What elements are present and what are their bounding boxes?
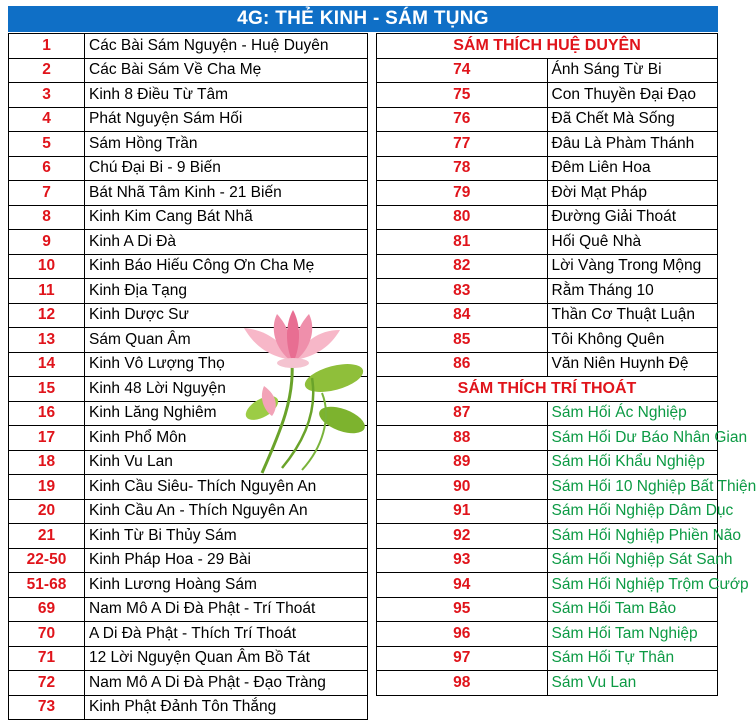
item-number: 77 <box>377 132 548 157</box>
item-number: 92 <box>377 524 548 549</box>
item-number: 19 <box>9 475 85 500</box>
item-number: 12 <box>9 303 85 328</box>
item-title: Rằm Tháng 10 <box>547 279 718 304</box>
item-number: 98 <box>377 671 548 696</box>
item-number: 69 <box>9 597 85 622</box>
item-title: 12 Lời Nguyện Quan Âm Bồ Tát <box>85 646 368 671</box>
item-number: 87 <box>377 401 548 426</box>
lotus-stem <box>282 378 313 468</box>
item-number: 71 <box>9 646 85 671</box>
item-number: 82 <box>377 254 548 279</box>
item-title: Phát Nguyện Sám Hối <box>85 107 368 132</box>
item-number: 97 <box>377 646 548 671</box>
item-title: Sám Hối Khẩu Nghiệp <box>547 450 718 475</box>
item-title: Kinh 48 Lời Nguyện <box>85 377 368 402</box>
table-row <box>377 499 718 524</box>
table-row <box>9 107 368 132</box>
item-title: Đã Chết Mà Sống <box>547 107 718 132</box>
table-row <box>377 426 718 451</box>
table-row <box>377 58 718 83</box>
lotus-bloom-icon <box>244 310 340 368</box>
item-number: 17 <box>9 426 85 451</box>
item-title: Kinh Lăng Nghiêm <box>85 401 368 426</box>
item-title: Tôi Không Quên <box>547 328 718 353</box>
item-number: 75 <box>377 83 548 108</box>
item-number: 72 <box>9 671 85 696</box>
section-title: SÁM THÍCH TRÍ THOÁT <box>377 377 718 402</box>
table-row <box>377 671 718 696</box>
item-number: 85 <box>377 328 548 353</box>
item-title: Kinh 8 Điều Từ Tâm <box>85 83 368 108</box>
item-number: 51-68 <box>9 573 85 598</box>
item-number: 84 <box>377 303 548 328</box>
lotus-leaf-icon <box>302 359 366 398</box>
item-title: Bát Nhã Tâm Kinh - 21 Biến <box>85 181 368 206</box>
table-row <box>9 156 368 181</box>
page-title-text: 4G: THẺ KINH - SÁM TỤNG <box>237 8 489 29</box>
item-number: 83 <box>377 279 548 304</box>
item-number: 1 <box>9 34 85 59</box>
table-row <box>9 646 368 671</box>
table-row <box>9 83 368 108</box>
item-title: Sám Hồng Trần <box>85 132 368 157</box>
item-number: 18 <box>9 450 85 475</box>
item-number: 86 <box>377 352 548 377</box>
item-title: Chú Đại Bi - 9 Biến <box>85 156 368 181</box>
table-row <box>9 524 368 549</box>
item-number: 15 <box>9 377 85 402</box>
table-row <box>9 181 368 206</box>
page-title <box>8 6 718 32</box>
item-number: 16 <box>9 401 85 426</box>
table-row <box>9 279 368 304</box>
item-number: 10 <box>9 254 85 279</box>
item-number: 91 <box>377 499 548 524</box>
item-number: 90 <box>377 475 548 500</box>
lotus-flower-icon <box>222 308 382 478</box>
item-number: 93 <box>377 548 548 573</box>
item-title: Kinh Địa Tạng <box>85 279 368 304</box>
table-row <box>9 597 368 622</box>
item-number: 81 <box>377 230 548 255</box>
item-number: 89 <box>377 450 548 475</box>
table-row <box>377 573 718 598</box>
table-row <box>377 524 718 549</box>
item-number: 70 <box>9 622 85 647</box>
section-header-row <box>377 377 718 402</box>
item-number: 14 <box>9 352 85 377</box>
item-number: 78 <box>377 156 548 181</box>
table-row <box>9 254 368 279</box>
table-row <box>377 597 718 622</box>
item-title: Sám Hối Nghiệp Phiền Não <box>547 524 718 549</box>
item-number: 21 <box>9 524 85 549</box>
item-title: Sám Hối Nghiệp Trộm Cướp <box>547 573 718 598</box>
table-row <box>377 181 718 206</box>
item-number: 73 <box>9 695 85 720</box>
item-number: 4 <box>9 107 85 132</box>
table-row <box>9 622 368 647</box>
table-row <box>377 328 718 353</box>
table-row <box>377 156 718 181</box>
item-number: 95 <box>377 597 548 622</box>
item-title: Sám Vu Lan <box>547 671 718 696</box>
table-row <box>9 475 368 500</box>
table-row <box>9 34 368 59</box>
item-title: Sám Hối Nghiệp Dâm Dục <box>547 499 718 524</box>
item-title: Thần Cơ Thuật Luận <box>547 303 718 328</box>
item-title: A Di Đà Phật - Thích Trí Thoát <box>85 622 368 647</box>
table-row <box>377 352 718 377</box>
item-number: 3 <box>9 83 85 108</box>
item-title: Đâu Là Phàm Thánh <box>547 132 718 157</box>
item-title: Nam Mô A Di Đà Phật - Đạo Tràng <box>85 671 368 696</box>
item-title: Kinh Từ Bi Thủy Sám <box>85 524 368 549</box>
item-number: 5 <box>9 132 85 157</box>
table-row <box>377 450 718 475</box>
item-title: Các Bài Sám Nguyện - Huệ Duyên <box>85 34 368 59</box>
item-title: Sám Hối Ác Nghiệp <box>547 401 718 426</box>
item-title: Đêm Liên Hoa <box>547 156 718 181</box>
table-row <box>377 230 718 255</box>
lotus-stem <box>262 363 292 473</box>
item-number: 74 <box>377 58 548 83</box>
item-title: Sám Hối Tam Bảo <box>547 597 718 622</box>
item-title: Ánh Sáng Từ Bi <box>547 58 718 83</box>
table-row <box>9 499 368 524</box>
item-number: 22-50 <box>9 548 85 573</box>
section-title: SÁM THÍCH HUỆ DUYÊN <box>377 34 718 59</box>
item-title: Sám Hối Tam Nghiệp <box>547 622 718 647</box>
table-row <box>377 205 718 230</box>
table-row <box>377 279 718 304</box>
table-row <box>377 622 718 647</box>
item-title: Kinh Phật Đảnh Tôn Thắng <box>85 695 368 720</box>
item-title: Các Bài Sám Về Cha Mẹ <box>85 58 368 83</box>
table-row <box>9 132 368 157</box>
item-number: 79 <box>377 181 548 206</box>
item-title: Sám Quan Âm <box>85 328 368 353</box>
item-title: Kinh A Di Đà <box>85 230 368 255</box>
item-number: 80 <box>377 205 548 230</box>
item-title: Con Thuyền Đại Đạo <box>547 83 718 108</box>
item-number: 7 <box>9 181 85 206</box>
table-row <box>9 573 368 598</box>
item-number: 13 <box>9 328 85 353</box>
item-title: Đời Mạt Pháp <box>547 181 718 206</box>
table-row <box>377 107 718 132</box>
table-row <box>377 475 718 500</box>
item-number: 9 <box>9 230 85 255</box>
item-title: Kinh Kim Cang Bát Nhã <box>85 205 368 230</box>
table-row <box>377 303 718 328</box>
item-title: Lời Vàng Trong Mộng <box>547 254 718 279</box>
item-number: 88 <box>377 426 548 451</box>
table-row <box>377 254 718 279</box>
item-title: Kinh Vu Lan <box>85 450 368 475</box>
table-row <box>377 132 718 157</box>
right-sutra-table <box>376 33 756 696</box>
table-row <box>377 401 718 426</box>
item-number: 2 <box>9 58 85 83</box>
item-title: Kinh Báo Hiếu Công Ơn Cha Mẹ <box>85 254 368 279</box>
table-row <box>377 646 718 671</box>
table-row <box>377 548 718 573</box>
item-number: 20 <box>9 499 85 524</box>
item-title: Đường Giải Thoát <box>547 205 718 230</box>
item-number: 8 <box>9 205 85 230</box>
item-title: Hối Quê Nhà <box>547 230 718 255</box>
item-title: Văn Niên Huynh Đệ <box>547 352 718 377</box>
table-row <box>9 230 368 255</box>
item-number: 94 <box>377 573 548 598</box>
item-title: Kinh Pháp Hoa - 29 Bài <box>85 548 368 573</box>
item-title: Kinh Phổ Môn <box>85 426 368 451</box>
item-title: Kinh Cầu An - Thích Nguyên An <box>85 499 368 524</box>
table-row <box>9 695 368 720</box>
item-title: Kinh Lương Hoàng Sám <box>85 573 368 598</box>
item-number: 96 <box>377 622 548 647</box>
item-title: Sám Hối Nghiệp Sát Sanh <box>547 548 718 573</box>
item-title: Kinh Dược Sư <box>85 303 368 328</box>
item-title: Sám Hối Tự Thân <box>547 646 718 671</box>
table-row <box>9 58 368 83</box>
item-title: Kinh Cầu Siêu- Thích Nguyên An <box>85 475 368 500</box>
table-row <box>9 548 368 573</box>
item-number: 11 <box>9 279 85 304</box>
table-row <box>377 83 718 108</box>
item-title: Nam Mô A Di Đà Phật - Trí Thoát <box>85 597 368 622</box>
item-number: 6 <box>9 156 85 181</box>
table-row <box>9 205 368 230</box>
item-title: Sám Hối 10 Nghiệp Bất Thiện <box>547 475 718 500</box>
item-number: 76 <box>377 107 548 132</box>
section-header-row <box>377 34 718 59</box>
item-title: Sám Hối Dư Báo Nhân Gian <box>547 426 718 451</box>
item-title: Kinh Vô Lượng Thọ <box>85 352 368 377</box>
table-row <box>9 671 368 696</box>
